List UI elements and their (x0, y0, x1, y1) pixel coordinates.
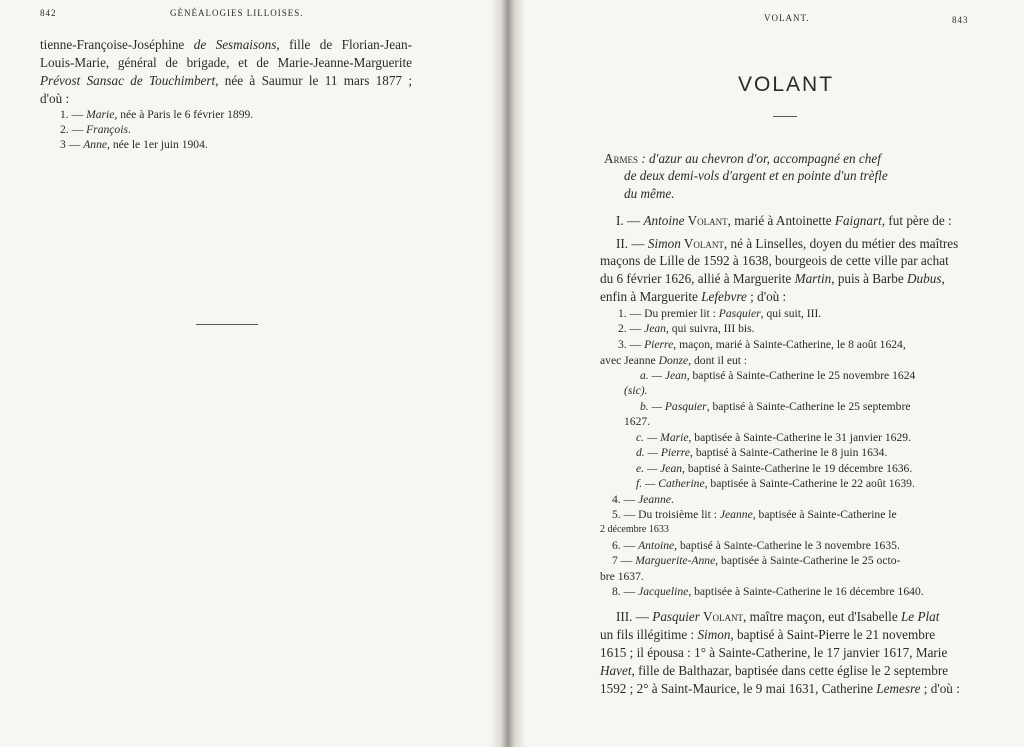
generation-3-line-5 (600, 680, 960, 698)
list-item (612, 507, 897, 523)
text: , qui suivra, III bis. (665, 322, 755, 335)
child-name: Jean (660, 462, 683, 475)
text: , baptisée à Sainte-Catherine le 25 octo- (715, 554, 901, 567)
text: , baptisé à Sainte-Catherine le 8 juin 1634. (690, 446, 888, 459)
surname: Volant (684, 213, 728, 228)
text: 1. — Du premier lit : (618, 307, 719, 320)
left-page (0, 0, 500, 747)
generation-3-line-4 (600, 662, 948, 680)
surname: Volant (680, 236, 724, 251)
letter: f. — (636, 477, 659, 490)
armes-label: Armes (604, 151, 639, 166)
surname: Havet (600, 663, 632, 678)
text: 1592 ; 2° à Saint-Maurice, le 9 mai 1631, Catherine (600, 681, 877, 696)
text: 7 — (612, 554, 636, 567)
child-name: Pasquier (664, 400, 707, 413)
list-item (618, 337, 906, 353)
text: , baptisée à Sainte-Catherine le 31 janvier 1629. (688, 431, 911, 444)
letter: e. — (636, 462, 661, 475)
text: un fils illégitime : (600, 627, 698, 642)
text: , baptisée à Sainte-Catherine le 22 août 1639. (704, 477, 915, 490)
generation-2-line-2: maçons de Lille de 1592 à 1638, bourgeois de cette ville par achat (600, 253, 949, 268)
family-title: VOLANT (738, 73, 835, 96)
text: II. — (616, 236, 648, 251)
surname: Lefebvre (701, 289, 747, 304)
generation-2-line-1 (616, 235, 958, 253)
child-name: Antoine (638, 539, 675, 552)
child-name: Marguerite-Anne (635, 554, 716, 567)
child-name: Jeanne (638, 493, 671, 506)
text: . (670, 493, 674, 506)
text: , fut père de : (881, 213, 952, 228)
text: 3. — (618, 338, 645, 351)
child-entry (60, 107, 253, 123)
text: 5. — Du troisième lit : (612, 508, 720, 521)
child-name: Marie (660, 431, 689, 444)
surname: Dubus (907, 271, 942, 286)
letter: a. — (640, 369, 665, 382)
list-item (612, 553, 900, 569)
list-item (612, 492, 674, 508)
generation-3-line-1 (616, 608, 939, 626)
text: , baptisé à Sainte-Catherine le 25 novembre 1624 (686, 369, 916, 382)
text: 8. — (612, 585, 639, 598)
text: , baptisé à Sainte-Catherine le 3 novembre 1635. (674, 539, 900, 552)
text: ; d'où : (746, 289, 787, 304)
child-name: Jean (664, 369, 687, 382)
child-detail: , née le 1er juin 1904. (107, 138, 208, 151)
child-name: François (86, 123, 128, 136)
text: , baptisé à Sainte-Catherine le 19 décembre 1636. (682, 462, 913, 475)
child-name: Jeanne (719, 508, 753, 521)
surname: Donze (658, 354, 689, 367)
text: , maître maçon, eut d'Isabelle (742, 609, 901, 624)
surname: Lemesre (876, 681, 921, 696)
text: , dont il eut : (688, 354, 748, 367)
spouse-surname: Faignart (834, 213, 882, 228)
list-item: bre 1637. (600, 570, 644, 583)
text: , née à Saumur le 11 mars 1877 ; (215, 73, 412, 88)
sub-list-item: 1627. (624, 415, 651, 428)
page-number: 843 (952, 15, 969, 25)
text: du 6 février 1626, allié à Marguerite (600, 271, 795, 286)
running-head: VOLANT. (764, 13, 810, 23)
right-page (512, 0, 1024, 747)
armes-line-1 (604, 150, 881, 168)
child-detail: , née à Paris le 6 février 1899. (114, 108, 254, 121)
intro-line-1 (40, 36, 412, 54)
child-detail: . (127, 123, 131, 136)
generation-2-line-4 (600, 288, 786, 306)
child-name: Pasquier (718, 307, 761, 320)
text: , baptisé à Saint-Pierre le 21 novembre (730, 627, 936, 642)
given-name: Pasquier (652, 609, 700, 624)
sub-list-item: (sic). (624, 384, 648, 397)
intro-line-4: d'où : (40, 91, 70, 106)
sub-list-item (636, 430, 911, 446)
text: , puis à Barbe (831, 271, 908, 286)
text: enfin à Marguerite (600, 289, 702, 304)
text: , baptisée à Sainte-Catherine le (752, 508, 897, 521)
text: tienne-Françoise-Joséphine (40, 37, 194, 52)
list-item (600, 353, 747, 369)
entry-number: 1. — (60, 108, 84, 121)
child-name: Pierre (644, 338, 674, 351)
text: 6. — (612, 539, 639, 552)
armes-line-3: du même. (624, 186, 675, 201)
list-item: 2 décembre 1633 (600, 524, 669, 535)
child-entry (60, 137, 208, 153)
text: , baptisé à Sainte-Catherine le 25 septembre (706, 400, 911, 413)
surname: Le Plat (900, 609, 940, 624)
text: , né à Linselles, doyen du métier des maîtres (723, 236, 959, 251)
title-rule (773, 116, 797, 117)
given-name: Simon (697, 627, 731, 642)
text: III. — (616, 609, 653, 624)
list-item (612, 538, 900, 554)
generation-3-line-2 (600, 626, 935, 644)
text: 2. — (618, 322, 645, 335)
letter: b. — (640, 400, 665, 413)
child-name: Marie (86, 108, 115, 121)
generation-3-line-3: 1615 ; il épousa : 1° à Sainte-Catherine, le 17 janvier 1617, Marie (600, 645, 948, 660)
section-divider (196, 324, 258, 325)
list-item (612, 584, 924, 600)
child-name: Pierre (660, 446, 691, 459)
generation-2-line-3 (600, 270, 945, 288)
entry-number: 3 — (60, 138, 81, 151)
letter: d. — (636, 446, 661, 459)
given-name: Simon (647, 236, 681, 251)
child-name: Jacqueline (638, 585, 689, 598)
text: , marié à Antoinette (727, 213, 835, 228)
page-number: 842 (40, 8, 57, 18)
intro-line-2: Louis-Marie, général de brigade, et de Marie-Jeanne-Marguerite (40, 55, 412, 70)
surname: de Sesmaisons (193, 37, 277, 52)
text: , (941, 271, 945, 286)
text: , maçon, marié à Sainte-Catherine, le 8 août 1624, (673, 338, 906, 351)
text: I. — (616, 213, 644, 228)
entry-number: 2. — (60, 123, 84, 136)
list-item (618, 306, 821, 322)
text: 4. — (612, 493, 639, 506)
sub-list-item (640, 368, 915, 384)
sub-list-item (636, 476, 915, 492)
surname: Prévost Sansac de Touchimbert (40, 73, 216, 88)
surname: Volant (699, 609, 743, 624)
text: ; d'où : (920, 681, 960, 696)
intro-line-3 (40, 72, 412, 90)
letter: c. — (636, 431, 661, 444)
sub-list-item (640, 399, 910, 415)
text: , qui suit, III. (760, 307, 822, 320)
child-name: Catherine (658, 477, 705, 490)
given-name: Antoine (643, 213, 685, 228)
sub-list-item (636, 461, 912, 477)
child-entry (60, 122, 131, 138)
surname: Martin (794, 271, 832, 286)
text: , baptisée à Sainte-Catherine le 16 décembre 1640. (688, 585, 924, 598)
armes-line-2: de deux demi-vols d'argent et en pointe d'un trèfle (624, 168, 888, 183)
running-head: GÉNÉALOGIES LILLOISES. (170, 8, 304, 18)
generation-1 (616, 212, 952, 230)
child-name: Jean (644, 322, 666, 335)
child-name: Anne (83, 138, 108, 151)
text: avec Jeanne (600, 354, 659, 367)
blazon-text: : d'azur au chevron d'or, accompagné en chef (638, 151, 881, 166)
list-item (618, 321, 755, 337)
text: , fille de Florian-Jean- (276, 37, 412, 52)
sub-list-item (636, 445, 887, 461)
text: , fille de Balthazar, baptisée dans cette église le 2 septembre (631, 663, 949, 678)
